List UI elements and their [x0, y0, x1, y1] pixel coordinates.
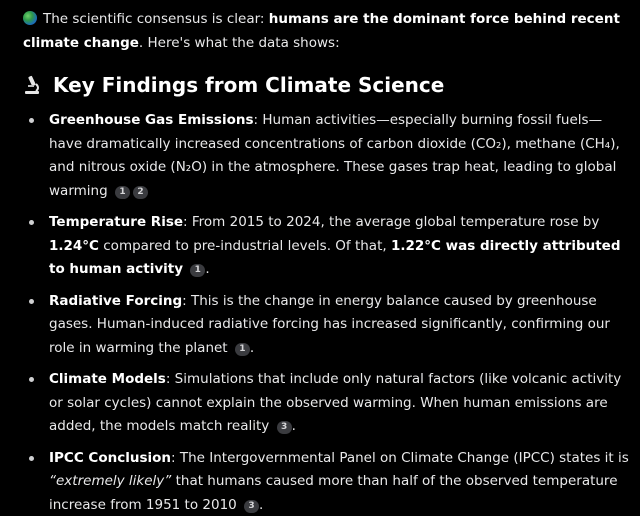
finding-label: IPCC Conclusion [49, 449, 172, 466]
bullet-dot [29, 377, 34, 382]
section-heading-text: Key Findings from Climate Science [53, 73, 445, 97]
finding-end: . [259, 496, 264, 513]
citation-badge[interactable]: 3 [244, 500, 259, 513]
finding-end: . [249, 339, 255, 356]
microscope-icon [23, 75, 41, 95]
intro-lead: The scientific consensus is clear: [43, 11, 269, 27]
finding-text: compared to pre-industrial levels. Of that, [98, 237, 391, 254]
citation-badge[interactable]: 3 [277, 421, 292, 434]
globe-icon [23, 11, 37, 25]
finding-end: . [205, 261, 210, 277]
finding-end: . [291, 418, 296, 434]
findings-list [23, 109, 632, 516]
intro-paragraph [23, 8, 632, 55]
finding-text: : Human activities—especially burning fossil fuels—have dramatically increased concentrations of carbon dioxide (CO₂), methane (CH₄), and nitrous oxide (N₂O) in the atmosphere. These gases trap heat, leading to global warming [49, 112, 620, 199]
finding-quote: “extremely likely” [49, 473, 172, 489]
finding-ipcc-conclusion [23, 447, 632, 516]
intro-tail: . Here's what the data shows: [138, 34, 340, 51]
finding-label: Radiative Forcing [49, 292, 183, 309]
citation-badge[interactable]: 1 [115, 186, 130, 199]
citation-badge[interactable]: 1 [190, 264, 205, 277]
citation-badge[interactable]: 2 [133, 186, 148, 199]
finding-label: Greenhouse Gas Emissions [49, 112, 254, 128]
bullet-dot [29, 299, 34, 304]
finding-climate-models [23, 368, 632, 439]
finding-greenhouse-gas [23, 109, 632, 203]
finding-value: 1.24°C [49, 237, 99, 254]
finding-attribution: 1.22°C was directly attributed to human activity [49, 237, 621, 277]
section-heading [23, 71, 632, 99]
finding-text: : Simulations that include only natural factors (like volcanic activity or solar cycles) cannot explain the observed warming. When human emissions are added, the models match reality [49, 371, 622, 434]
finding-temperature-rise [23, 211, 632, 282]
finding-text: : From 2015 to 2024, the average global temperature rose by [183, 214, 600, 230]
bullet-dot [29, 118, 34, 123]
finding-text: : This is the change in energy balance caused by greenhouse gases. Human-induced radiative forcing has increased significantly, confirming our role in warming the planet [49, 292, 610, 356]
finding-label: Climate Models [49, 371, 166, 387]
citation-badge[interactable]: 1 [235, 343, 250, 356]
finding-label: Temperature Rise [49, 214, 184, 230]
finding-radiative-forcing [23, 290, 632, 361]
finding-text: that humans caused more than half of the observed temperature increase from 1951 to 2010 [49, 473, 618, 513]
finding-text: : The Intergovernmental Panel on Climate Change (IPCC) states it is [171, 449, 629, 466]
intro-bold: humans are the dominant force behind recent climate change [23, 11, 620, 51]
bullet-dot [29, 220, 34, 225]
bullet-dot [29, 456, 34, 461]
